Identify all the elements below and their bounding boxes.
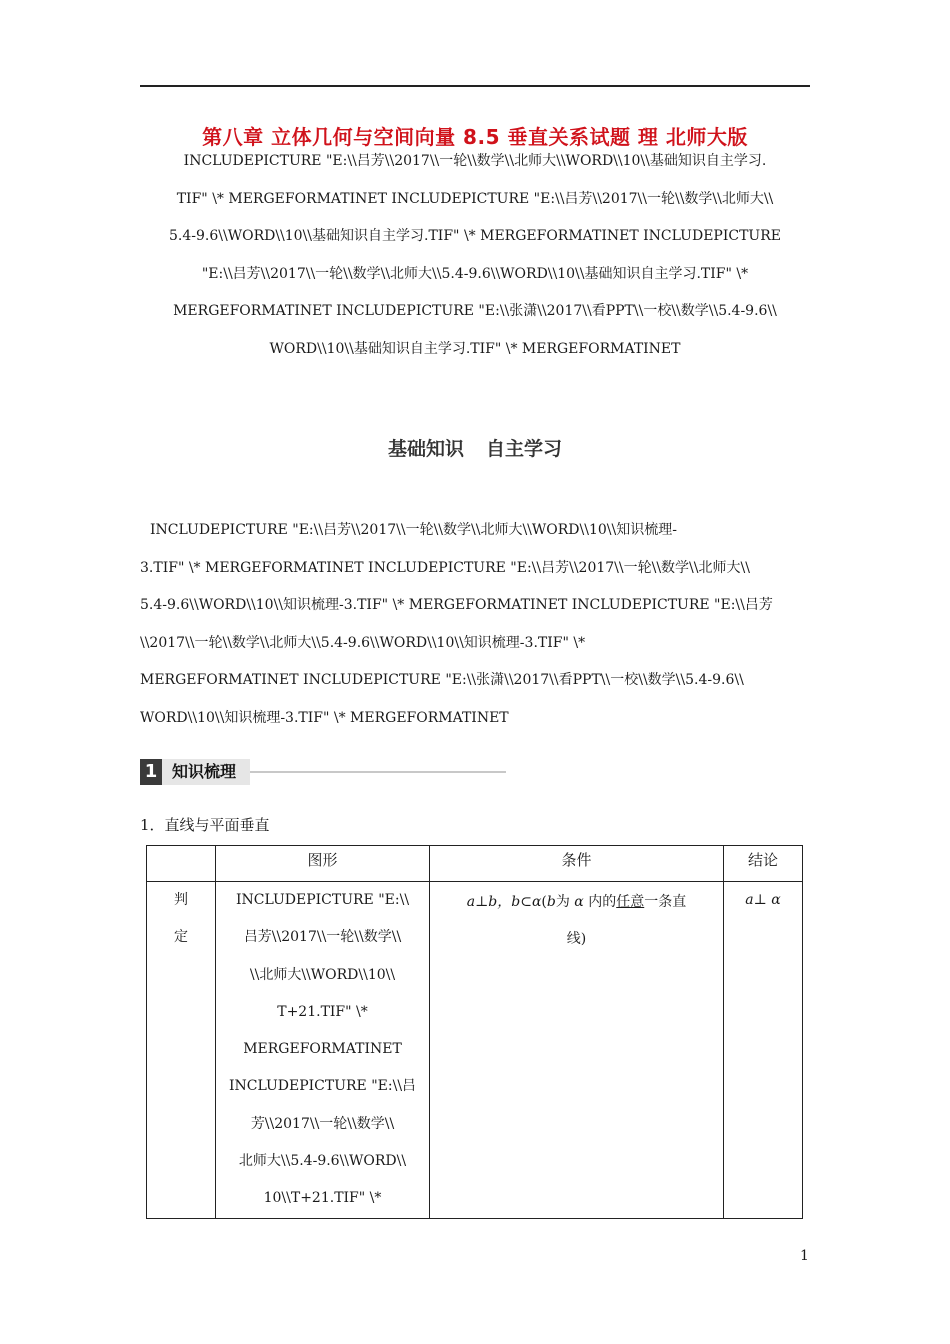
knowledge-badge [140, 759, 506, 785]
section-heading-left: 基础知识 [387, 438, 464, 460]
figure-line: MERGEFORMATINET [243, 1041, 402, 1058]
table-row [147, 882, 803, 1219]
page-number: 1 [800, 1248, 809, 1264]
field-code-line: 3.TIF" \* MERGEFORMATINET INCLUDEPICTURE "E:\\吕芳\\2017\\一轮\\数学\\北师大\\ [140, 559, 750, 576]
condition-text: ( [541, 894, 547, 910]
section-heading [0, 434, 950, 461]
table-header-row [147, 846, 803, 882]
field-code-line: TIF" \* MERGEFORMATINET INCLUDEPICTURE "E:\\吕芳\\2017\\一轮\\数学\\北师大\\ [176, 190, 774, 207]
field-code-line: MERGEFORMATINET INCLUDEPICTURE "E:\\张潇\\2017\\看PPT\\一校\\数学\\5.4-9.6\\ [173, 303, 777, 319]
figure-line: \\北师大\\WORD\\10\\ [249, 966, 396, 983]
conclusion-cell: a⊥ α [724, 882, 803, 1219]
table-header-cell: 图形 [216, 846, 430, 882]
condition-math: b [546, 894, 556, 910]
figure-line: 10\\T+21.TIF" \* [263, 1190, 382, 1207]
field-code-line: 5.4-9.6\\WORD\\10\\基础知识自主学习.TIF" \* MERGEFORMATINET INCLUDEPICTURE [169, 228, 781, 244]
field-code-line: INCLUDEPICTURE "E:\\吕芳\\2017\\一轮\\数学\\北师大\\WORD\\10\\知识梳理- [150, 522, 677, 538]
field-code-block-1 [130, 143, 820, 368]
badge-label: 知识梳理 [162, 759, 250, 785]
field-code-block-2 [140, 512, 820, 737]
figure-line: INCLUDEPICTURE "E:\\吕 [228, 1078, 417, 1095]
figure-line: T+21.TIF" \* [277, 1003, 368, 1020]
badge-divider [250, 771, 506, 773]
section-heading-right: 自主学习 [486, 438, 563, 460]
figure-line: 吕芳\\2017\\一轮\\数学\\ [243, 929, 402, 946]
field-code-line: 5.4-9.6\\WORD\\10\\知识梳理-3.TIF" \* MERGEFORMATINET INCLUDEPICTURE "E:\\吕芳 [140, 597, 773, 613]
condition-text: 为 [555, 894, 575, 910]
table-header-cell [147, 846, 216, 882]
table-header-cell: 结论 [724, 846, 803, 882]
field-code-line: WORD\\10\\基础知识自主学习.TIF" \* MERGEFORMATINET [269, 340, 681, 357]
condition-line-1 [430, 884, 723, 921]
field-code-line: MERGEFORMATINET INCLUDEPICTURE "E:\\张潇\\2017\\看PPT\\一校\\数学\\5.4-9.6\\ [140, 672, 744, 688]
figure-cell [216, 882, 430, 1219]
condition-math: a⊥b，b⊂α [466, 894, 542, 910]
condition-cell [430, 882, 724, 1219]
badge-number: 1 [140, 759, 162, 785]
condition-math: α [574, 894, 584, 910]
row-label-char: 定 [174, 929, 188, 946]
condition-text: 一条直 [644, 894, 687, 910]
header-rule [140, 85, 810, 87]
condition-underlined: 任意 [616, 894, 645, 910]
perpendicular-table [146, 845, 803, 1219]
figure-line: INCLUDEPICTURE "E:\\ [235, 892, 410, 908]
field-code-line: WORD\\10\\知识梳理-3.TIF" \* MERGEFORMATINET [140, 709, 509, 726]
condition-text: 内的 [583, 894, 617, 910]
row-label-char: 判 [174, 892, 188, 908]
condition-line-2: 线) [566, 931, 587, 948]
field-code-line: \\2017\\一轮\\数学\\北师大\\5.4-9.6\\WORD\\10\\知识梳理-3.TIF" \* [140, 634, 586, 651]
figure-line: 北师大\\5.4-9.6\\WORD\\ [238, 1153, 407, 1170]
subsection-heading: 1．直线与平面垂直 [140, 816, 270, 834]
row-label-cell [147, 882, 216, 1219]
field-code-line: "E:\\吕芳\\2017\\一轮\\数学\\北师大\\5.4-9.6\\WORD\\10\\基础知识自主学习.TIF" \* [201, 265, 749, 282]
table-header-cell: 条件 [430, 846, 724, 882]
field-code-line: INCLUDEPICTURE "E:\\吕芳\\2017\\一轮\\数学\\北师大\\WORD\\10\\基础知识自主学习. [183, 153, 767, 169]
figure-line: 芳\\2017\\一轮\\数学\\ [250, 1115, 395, 1132]
document-title: 第八章 立体几何与空间向量 8.5 垂直关系试题 理 北师大版 [202, 125, 748, 149]
